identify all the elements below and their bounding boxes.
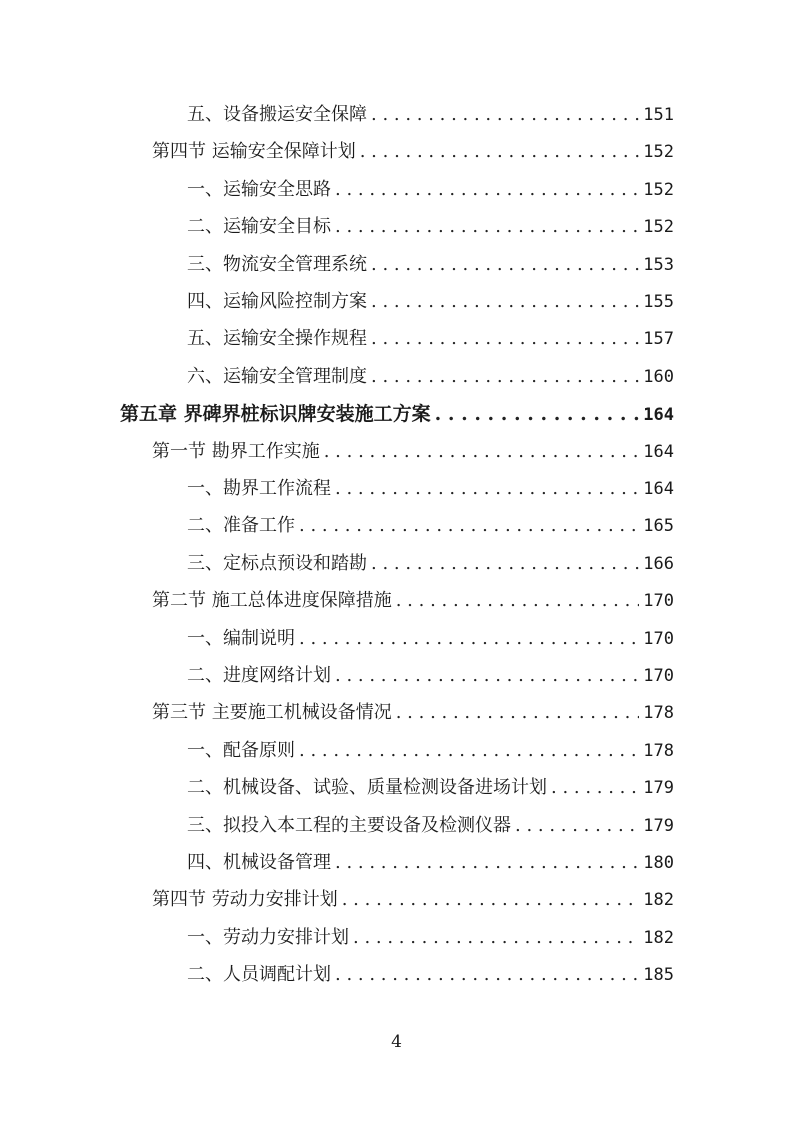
toc-leader-dots (371, 287, 639, 317)
toc-entry[interactable] (152, 885, 674, 915)
toc-entry-page: 153 (643, 254, 674, 275)
toc-leader-dots (335, 960, 639, 990)
toc-leader-dots (396, 698, 640, 728)
toc-entry-label: 第五章 界碑界桩标识牌安装施工方案 (120, 403, 431, 426)
toc-entry-label: 二、人员调配计划 (187, 964, 331, 986)
toc-entry-label: 第四节 运输安全保障计划 (152, 141, 356, 163)
toc-leader-dots (335, 212, 639, 242)
toc-entry-page: 185 (643, 965, 674, 986)
toc-leader-dots (435, 399, 640, 429)
toc-entry[interactable] (187, 175, 674, 205)
toc-entry-page: 182 (643, 890, 674, 911)
page-number: 4 (391, 1032, 402, 1052)
toc-entry-page: 170 (643, 628, 674, 649)
toc-entry-label: 第一节 勘界工作实施 (152, 440, 320, 462)
toc-entry-label: 第四节 劳动力安排计划 (152, 889, 338, 911)
toc-leader-dots (299, 736, 639, 766)
toc-entry-label: 一、运输安全思路 (187, 178, 331, 200)
toc-leader-dots (324, 437, 640, 467)
toc-entry-label: 二、进度网络计划 (187, 665, 331, 686)
toc-entry-page: 180 (643, 853, 674, 873)
toc-entry[interactable] (187, 474, 674, 504)
toc-entry-page: 178 (643, 740, 674, 761)
toc-entry-label: 一、勘界工作流程 (187, 478, 331, 499)
toc-leader-dots (360, 137, 640, 167)
toc-entry[interactable] (187, 100, 674, 130)
toc-leader-dots (551, 773, 639, 803)
toc-leader-dots (371, 324, 639, 354)
toc-entry-label: 三、物流安全管理系统 (187, 253, 367, 275)
toc-leader-dots (299, 624, 639, 654)
toc-entry-page: 178 (643, 703, 674, 724)
toc-entry[interactable] (187, 287, 674, 317)
toc-entry-label: 二、准备工作 (187, 515, 295, 537)
toc-entry-page: 170 (643, 591, 674, 612)
toc-entry[interactable] (187, 362, 674, 392)
toc-entry[interactable] (187, 848, 674, 878)
toc-entry-label: 二、机械设备、试验、质量检测设备进场计划 (187, 777, 547, 799)
toc-entry-page: 155 (643, 292, 674, 312)
toc-entry-page: 182 (643, 927, 674, 948)
toc-entry[interactable] (187, 736, 674, 766)
toc-entry-label: 四、运输风险控制方案 (187, 291, 367, 312)
toc-entry-label: 六、运输安全管理制度 (187, 365, 367, 387)
toc-leader-dots (335, 175, 639, 205)
toc-leader-dots (371, 549, 639, 579)
toc-leader-dots (371, 250, 639, 280)
toc-entry-label: 三、定标点预设和踏勘 (187, 552, 367, 574)
toc-entry-page: 170 (643, 666, 674, 686)
toc-entry-page: 157 (643, 329, 674, 350)
toc-entry-page: 152 (643, 179, 674, 200)
toc-leader-dots (353, 923, 639, 953)
toc-entry[interactable] (187, 773, 674, 803)
toc-entry-label: 一、劳动力安排计划 (187, 926, 349, 948)
toc-entry-page: 151 (643, 105, 674, 125)
toc-leader-dots (371, 100, 639, 130)
toc-entry-page: 164 (643, 441, 674, 462)
toc-entry[interactable] (187, 212, 674, 242)
toc-entry-label: 三、拟投入本工程的主要设备及检测仪器 (187, 814, 511, 836)
toc-entry-page: 179 (643, 815, 674, 836)
toc-entry-label: 第三节 主要施工机械设备情况 (152, 702, 392, 724)
toc-entry-page: 179 (643, 778, 674, 799)
toc-leader-dots (335, 848, 639, 878)
toc-entry-page: 160 (643, 366, 674, 387)
toc-entry[interactable] (187, 549, 674, 579)
toc-entry-page: 164 (643, 479, 674, 499)
toc-leader-dots (396, 586, 640, 616)
toc-entry[interactable] (187, 324, 674, 354)
toc-entry-label: 五、运输安全操作规程 (187, 328, 367, 350)
toc-entry-page: 166 (643, 553, 674, 574)
toc-entry[interactable] (152, 586, 674, 616)
toc-leader-dots (335, 661, 639, 691)
toc-entry[interactable] (187, 250, 674, 280)
toc-entry-label: 四、机械设备管理 (187, 852, 331, 873)
toc-entry[interactable] (152, 437, 674, 467)
toc-entry[interactable] (187, 661, 674, 691)
toc-entry[interactable] (187, 511, 674, 541)
toc-entry-page: 165 (643, 516, 674, 537)
toc-entry-label: 一、配备原则 (187, 739, 295, 761)
toc-entry-page: 164 (643, 405, 674, 426)
toc-entry[interactable] (187, 624, 674, 654)
toc-leader-dots (299, 511, 639, 541)
toc-leader-dots (371, 362, 639, 392)
toc-entry[interactable] (152, 698, 674, 728)
toc-entry[interactable] (152, 137, 674, 167)
toc-entry-page: 152 (643, 142, 674, 163)
toc-entry[interactable] (187, 960, 674, 990)
toc-entry-label: 第二节 施工总体进度保障措施 (152, 590, 392, 612)
toc-entry-label: 五、设备搬运安全保障 (187, 104, 367, 125)
toc-leader-dots (342, 885, 640, 915)
toc-entry[interactable] (187, 923, 674, 953)
toc-leader-dots (515, 811, 639, 841)
toc-entry[interactable] (120, 399, 674, 429)
toc-entry-label: 二、运输安全目标 (187, 216, 331, 238)
toc-entry[interactable] (187, 811, 674, 841)
toc-entry-page: 152 (643, 217, 674, 238)
toc-entry-label: 一、编制说明 (187, 627, 295, 649)
toc-leader-dots (335, 474, 639, 504)
